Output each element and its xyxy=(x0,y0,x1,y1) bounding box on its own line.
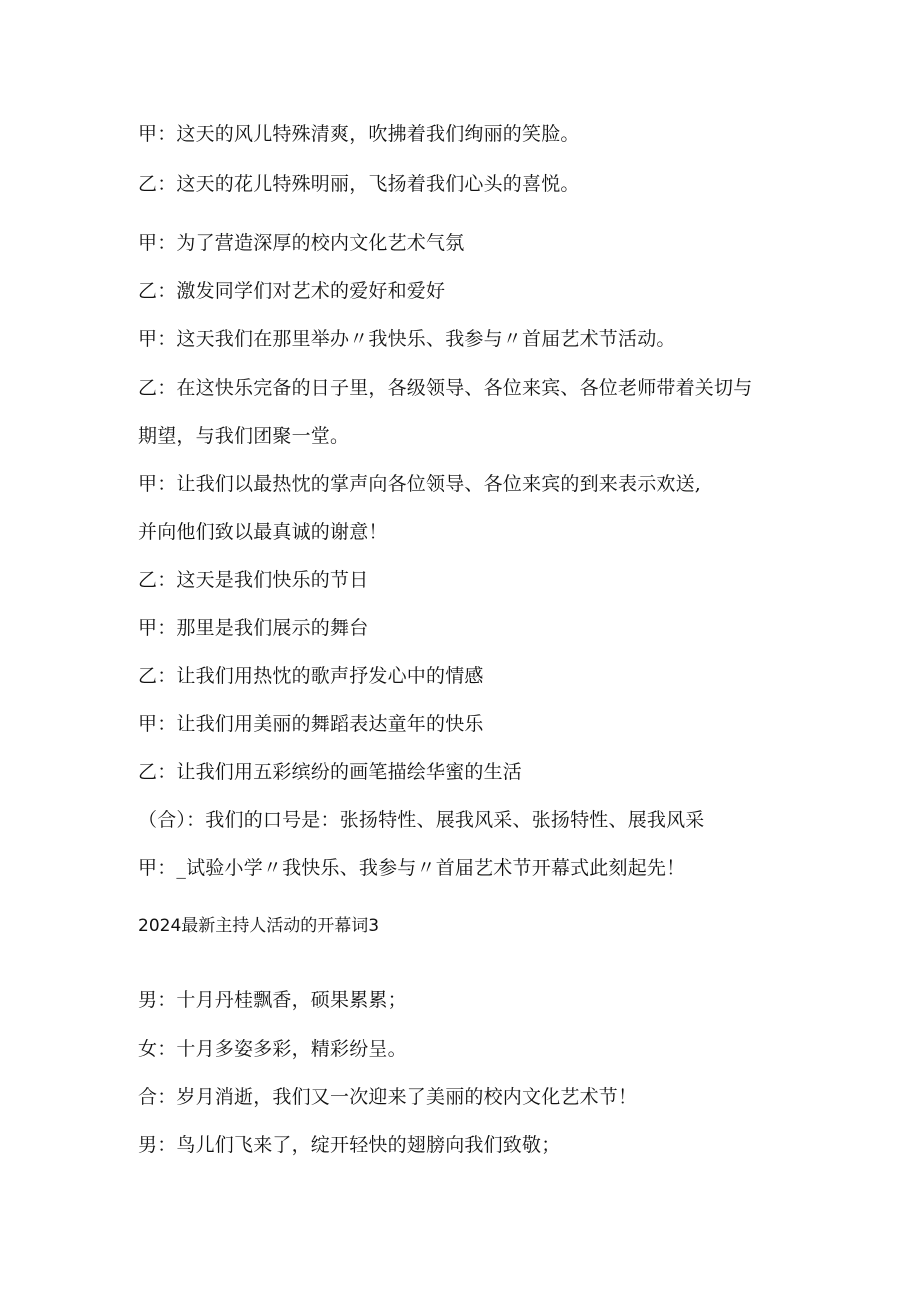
text-line: 并向他们致以最真诚的谢意！ xyxy=(138,521,388,543)
text-line: 甲：让我们以最热忱的掌声向各位领导、各位来宾的到来表示欢送, xyxy=(138,473,702,495)
text-line: 女：十月多姿多彩，精彩纷呈。 xyxy=(138,1038,407,1060)
text-line: 乙：激发同学们对艺术的爱好和爱好 xyxy=(138,280,446,302)
text-line: 乙：让我们用五彩缤纷的画笔描绘华蜜的生活 xyxy=(138,761,523,783)
text-line: 甲：让我们用美丽的舞蹈表达童年的快乐 xyxy=(138,713,484,735)
text-line: 乙：在这快乐完备的日子里，各级领导、各位来宾、各位老师带着关切与 xyxy=(138,377,753,399)
text-line: 乙：这天是我们快乐的节日 xyxy=(138,569,369,591)
text-line: 合：岁月消逝，我们又一次迎来了美丽的校内文化艺术节！ xyxy=(138,1086,638,1108)
text-line: 乙：这天的花儿特殊明丽，飞扬着我们心头的喜悦。 xyxy=(138,173,580,195)
text-line: （合）：我们的口号是：张扬特性、展我风采、张扬特性、展我风采 xyxy=(138,809,705,831)
text-line: 男：鸟儿们飞来了，绽开轻快的翅膀向我们致敬； xyxy=(138,1134,561,1156)
text-line: 期望，与我们团聚一堂。 xyxy=(138,425,350,447)
text-line: 甲：那里是我们展示的舞台 xyxy=(138,617,369,639)
text-line: 甲：为了营造深厚的校内文化艺术气氛 xyxy=(138,232,465,254)
text-line: 甲：这天我们在那里举办〃我快乐、我参与〃首届艺术节活动。 xyxy=(138,328,676,350)
section-heading: 2024最新主持人活动的开幕词3 xyxy=(138,916,380,936)
text-line: 男：十月丹桂飘香，硕果累累； xyxy=(138,989,407,1011)
text-line: 乙：让我们用热忱的歌声抒发心中的情感 xyxy=(138,665,484,687)
text-line: 甲：这天的风儿特殊清爽，吹拂着我们绚丽的笑脸。 xyxy=(138,123,580,145)
text-line: 甲：_试验小学〃我快乐、我参与〃首届艺术节开幕式此刻起先！ xyxy=(138,857,686,879)
